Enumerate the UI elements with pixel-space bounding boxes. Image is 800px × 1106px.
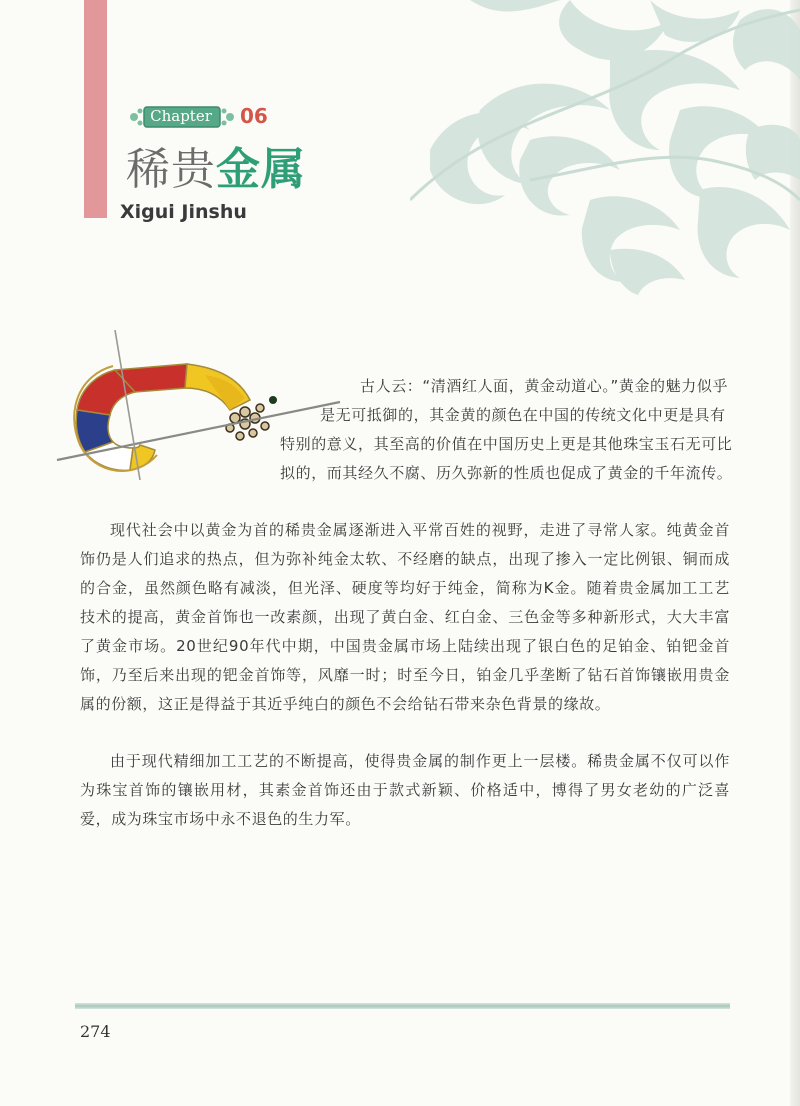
floral-decoration [410, 0, 800, 300]
page-subtitle: Xigui Jinshu [120, 201, 247, 223]
chapter-number: 06 [240, 104, 268, 128]
title-part-1: 稀贵 [126, 144, 216, 195]
title-part-2: 金属 [216, 144, 306, 195]
accent-bar [84, 0, 107, 218]
page-number: 274 [80, 1022, 111, 1041]
paragraph-1-text: 古人云：“清酒红人面，黄金动道心。”黄金的魅力似乎是无可抵御的，其金黄的颜色在中国的传统文化中更是具有特别的意义，其至高的价值在中国历史上更是其他珠宝玉石无可比拟的，而其经久不腐、历久弥新的性质也促成了黄金的千年流传。 [280, 377, 733, 482]
paragraph-2: 现代社会中以黄金为首的稀贵金属逐渐进入平常百姓的视野，走进了寻常人家。纯黄金首饰仍是人们追求的热点，但为弥补纯金太软、不经磨的缺点，出现了掺入一定比例银、铜而成的合金，虽然颜色略有减淡，但光泽、硬度等均好于纯金，简称为K金。随着贵金属加工工艺技术的提高，黄金首饰也一改素颜，出现了黄白金、红白金、三色金等多种新形式，大大丰富了黄金市场。20世纪90年代中期，中国贵金属市场上陆续出现了银白色的足铂金、铂钯金首饰，乃至后来出现的钯金首饰等，风靡一时；时至今日，铂金几乎垄断了钻石首饰镶嵌用贵金属的份额，这正是得益于其近乎纯白的颜色不会给钻石带来杂色背景的缘故。 [80, 521, 730, 713]
page-title [126, 142, 306, 198]
chapter-label: Chapter [150, 107, 212, 125]
paragraph-3: 由于现代精细加工工艺的不断提高，使得贵金属的制作更上一层楼。稀贵金属不仅可以作为珠宝首饰的镶嵌用材，其素金首饰还由于款式新颖、价格适中，博得了男女老幼的广泛喜爱，成为珠宝市场中永不退色的生力军。 [80, 752, 730, 828]
footer-divider [75, 1003, 730, 1009]
text-wrap-space [160, 430, 280, 488]
paragraph-1 [160, 372, 740, 517]
